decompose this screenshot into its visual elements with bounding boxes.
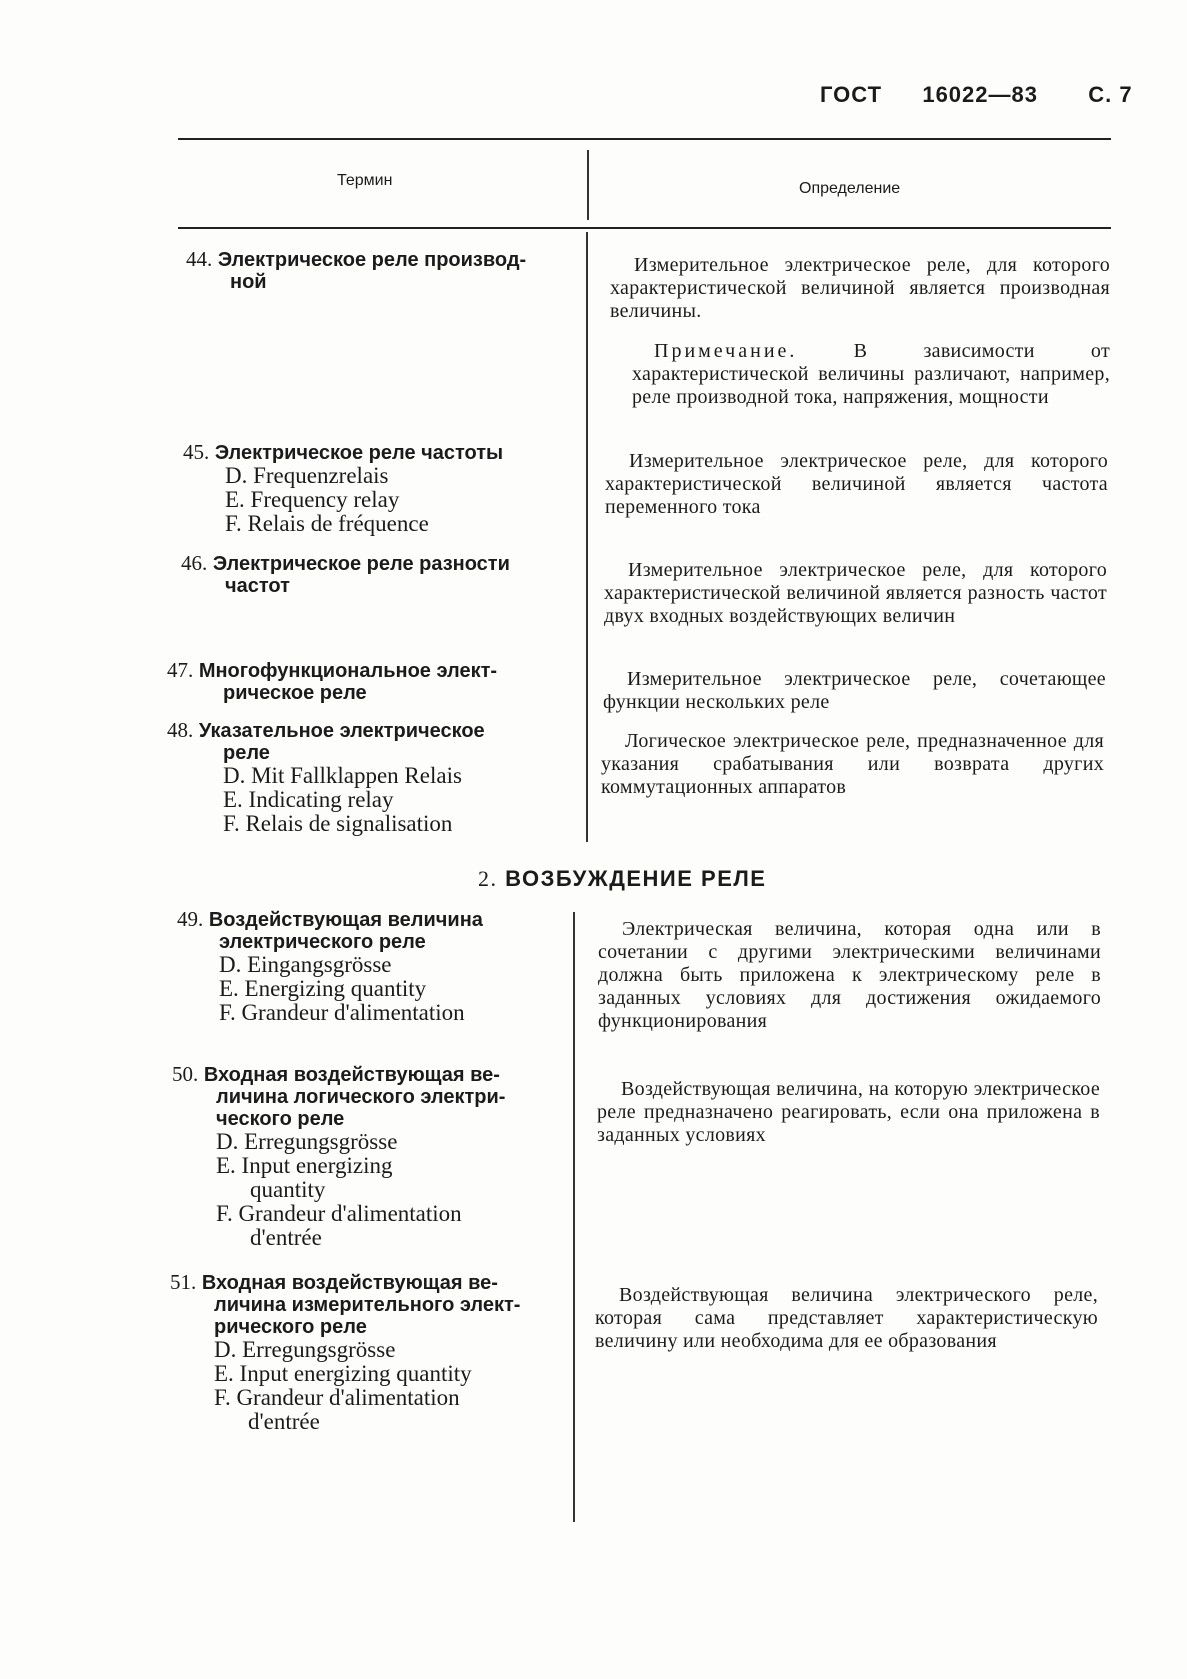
term-number: 47. [167, 658, 194, 682]
definition-51: Воздействующая величина электрического реле, которая сама представляет характеристическую величину или необходима для ее образования [595, 1284, 1098, 1352]
term-translation-de: D. Erregungsgrösse [216, 1129, 398, 1154]
term-number: 50. [172, 1062, 199, 1086]
term-line: рическое реле [223, 682, 367, 704]
column-header-definition: Определение [799, 180, 901, 197]
term-line: электрического реле [219, 931, 426, 953]
term-translation-en: E. Energizing quantity [219, 976, 427, 1001]
term-line: личина логического электри- [216, 1086, 506, 1108]
term-line: 51. Входная воздействующая ве- [170, 1270, 498, 1294]
term-line: 44. Электрическое реле производ- [186, 247, 527, 271]
term-line: 50. Входная воздействующая ве- [172, 1062, 500, 1086]
term-line: 45. Электрическое реле частоты [183, 440, 504, 464]
term-entry-50 [172, 1063, 558, 1250]
term-translation-en-cont: quantity [250, 1177, 326, 1202]
note-label: Примечание. [654, 340, 798, 362]
note-text: В зависимости от характеристической величины различают, например, реле производной тока, напряжения, мощности [632, 340, 1110, 408]
column-header-term: Термин [337, 172, 393, 189]
term-translation-fr: F. Relais de signalisation [223, 811, 453, 836]
term-translation-de: D. Erregungsgrösse [214, 1337, 396, 1362]
term-line: реле [223, 742, 270, 764]
section-number: 2. [478, 866, 498, 891]
column-divider-upper [586, 232, 588, 842]
term-number: 45. [183, 440, 210, 464]
term-translation-fr-cont: d'entrée [250, 1225, 322, 1250]
term-line: рического реле [214, 1316, 367, 1338]
term-translation-de: D. Frequenzrelais [225, 463, 389, 488]
term-number: 51. [170, 1270, 197, 1294]
definition-44: Измерительное электрическое реле, для которого характеристической величиной является производная величины. [610, 254, 1110, 322]
column-divider-lower [573, 912, 575, 1522]
term-number: 46. [181, 551, 208, 575]
term-translation-en: E. Frequency relay [225, 487, 400, 512]
term-line: 47. Многофункциональное элект- [167, 658, 498, 682]
term-translation-de: D. Mit Fallklappen Relais [223, 763, 462, 788]
definition-50: Воздействующая величина, на которую электрическое реле предназначено реагировать, если она приложена в заданных условиях [597, 1078, 1100, 1146]
term-entry-49 [177, 908, 561, 1025]
note-44 [632, 340, 1110, 409]
page-header [820, 82, 1133, 108]
term-entry-45 [183, 441, 573, 536]
term-line: 49. Воздействующая величина [177, 907, 483, 931]
term-translation-fr: F. Grandeur d'alimentation [214, 1385, 460, 1410]
header-column-divider [587, 150, 589, 220]
term-entry-48 [167, 719, 563, 836]
section-heading [478, 866, 766, 892]
term-line: 46. Электрическое реле разности [181, 551, 510, 575]
term-number: 44. [186, 247, 213, 271]
term-line: ной [230, 271, 267, 293]
section-title: ВОЗБУЖДЕНИЕ РЕЛЕ [505, 866, 767, 891]
term-line: частот [225, 575, 290, 597]
term-translation-fr-cont: d'entrée [248, 1409, 320, 1434]
term-translation-fr: F. Relais de fréquence [225, 511, 429, 536]
standard-label: ГОСТ [820, 82, 883, 107]
term-entry-47 [167, 659, 563, 704]
definition-49: Электрическая величина, которая одна или в сочетании с другими электрическими величинами должна быть приложена к электрическому реле в заданных условиях для достижения ожидаемого функционирования [598, 918, 1101, 1032]
definition-47: Измерительное электрическое реле, сочетающее функции нескольких реле [603, 668, 1106, 713]
term-entry-44 [186, 248, 572, 293]
term-number: 49. [177, 907, 204, 931]
definition-45: Измерительное электрическое реле, для которого характеристической величиной является частота переменного тока [605, 450, 1108, 518]
standard-number: 16022—83 [922, 82, 1038, 107]
term-entry-51 [170, 1271, 556, 1434]
term-entry-46 [181, 552, 567, 597]
table-top-rule [178, 138, 1111, 140]
term-translation-fr: F. Grandeur d'alimentation [216, 1201, 462, 1226]
table-header-rule [178, 227, 1111, 229]
term-translation-en: E. Indicating relay [223, 787, 394, 812]
term-translation-fr: F. Grandeur d'alimentation [219, 1000, 465, 1025]
term-number: 48. [167, 718, 194, 742]
definition-46: Измерительное электрическое реле, для которого характеристической величиной является разность частот двух входных воздействующих величин [604, 559, 1107, 627]
page-number: С. 7 [1088, 82, 1133, 107]
definition-48: Логическое электрическое реле, предназначенное для указания срабатывания или возврата других коммутационных аппаратов [601, 730, 1104, 798]
term-translation-en: E. Input energizing quantity [214, 1361, 472, 1386]
term-translation-de: D. Eingangsgrösse [219, 952, 392, 977]
term-line: ческого реле [216, 1108, 345, 1130]
term-line: личина измерительного элект- [214, 1294, 521, 1316]
term-line: 48. Указательное электрическое [167, 718, 485, 742]
term-translation-en: E. Input energizing [216, 1153, 393, 1178]
